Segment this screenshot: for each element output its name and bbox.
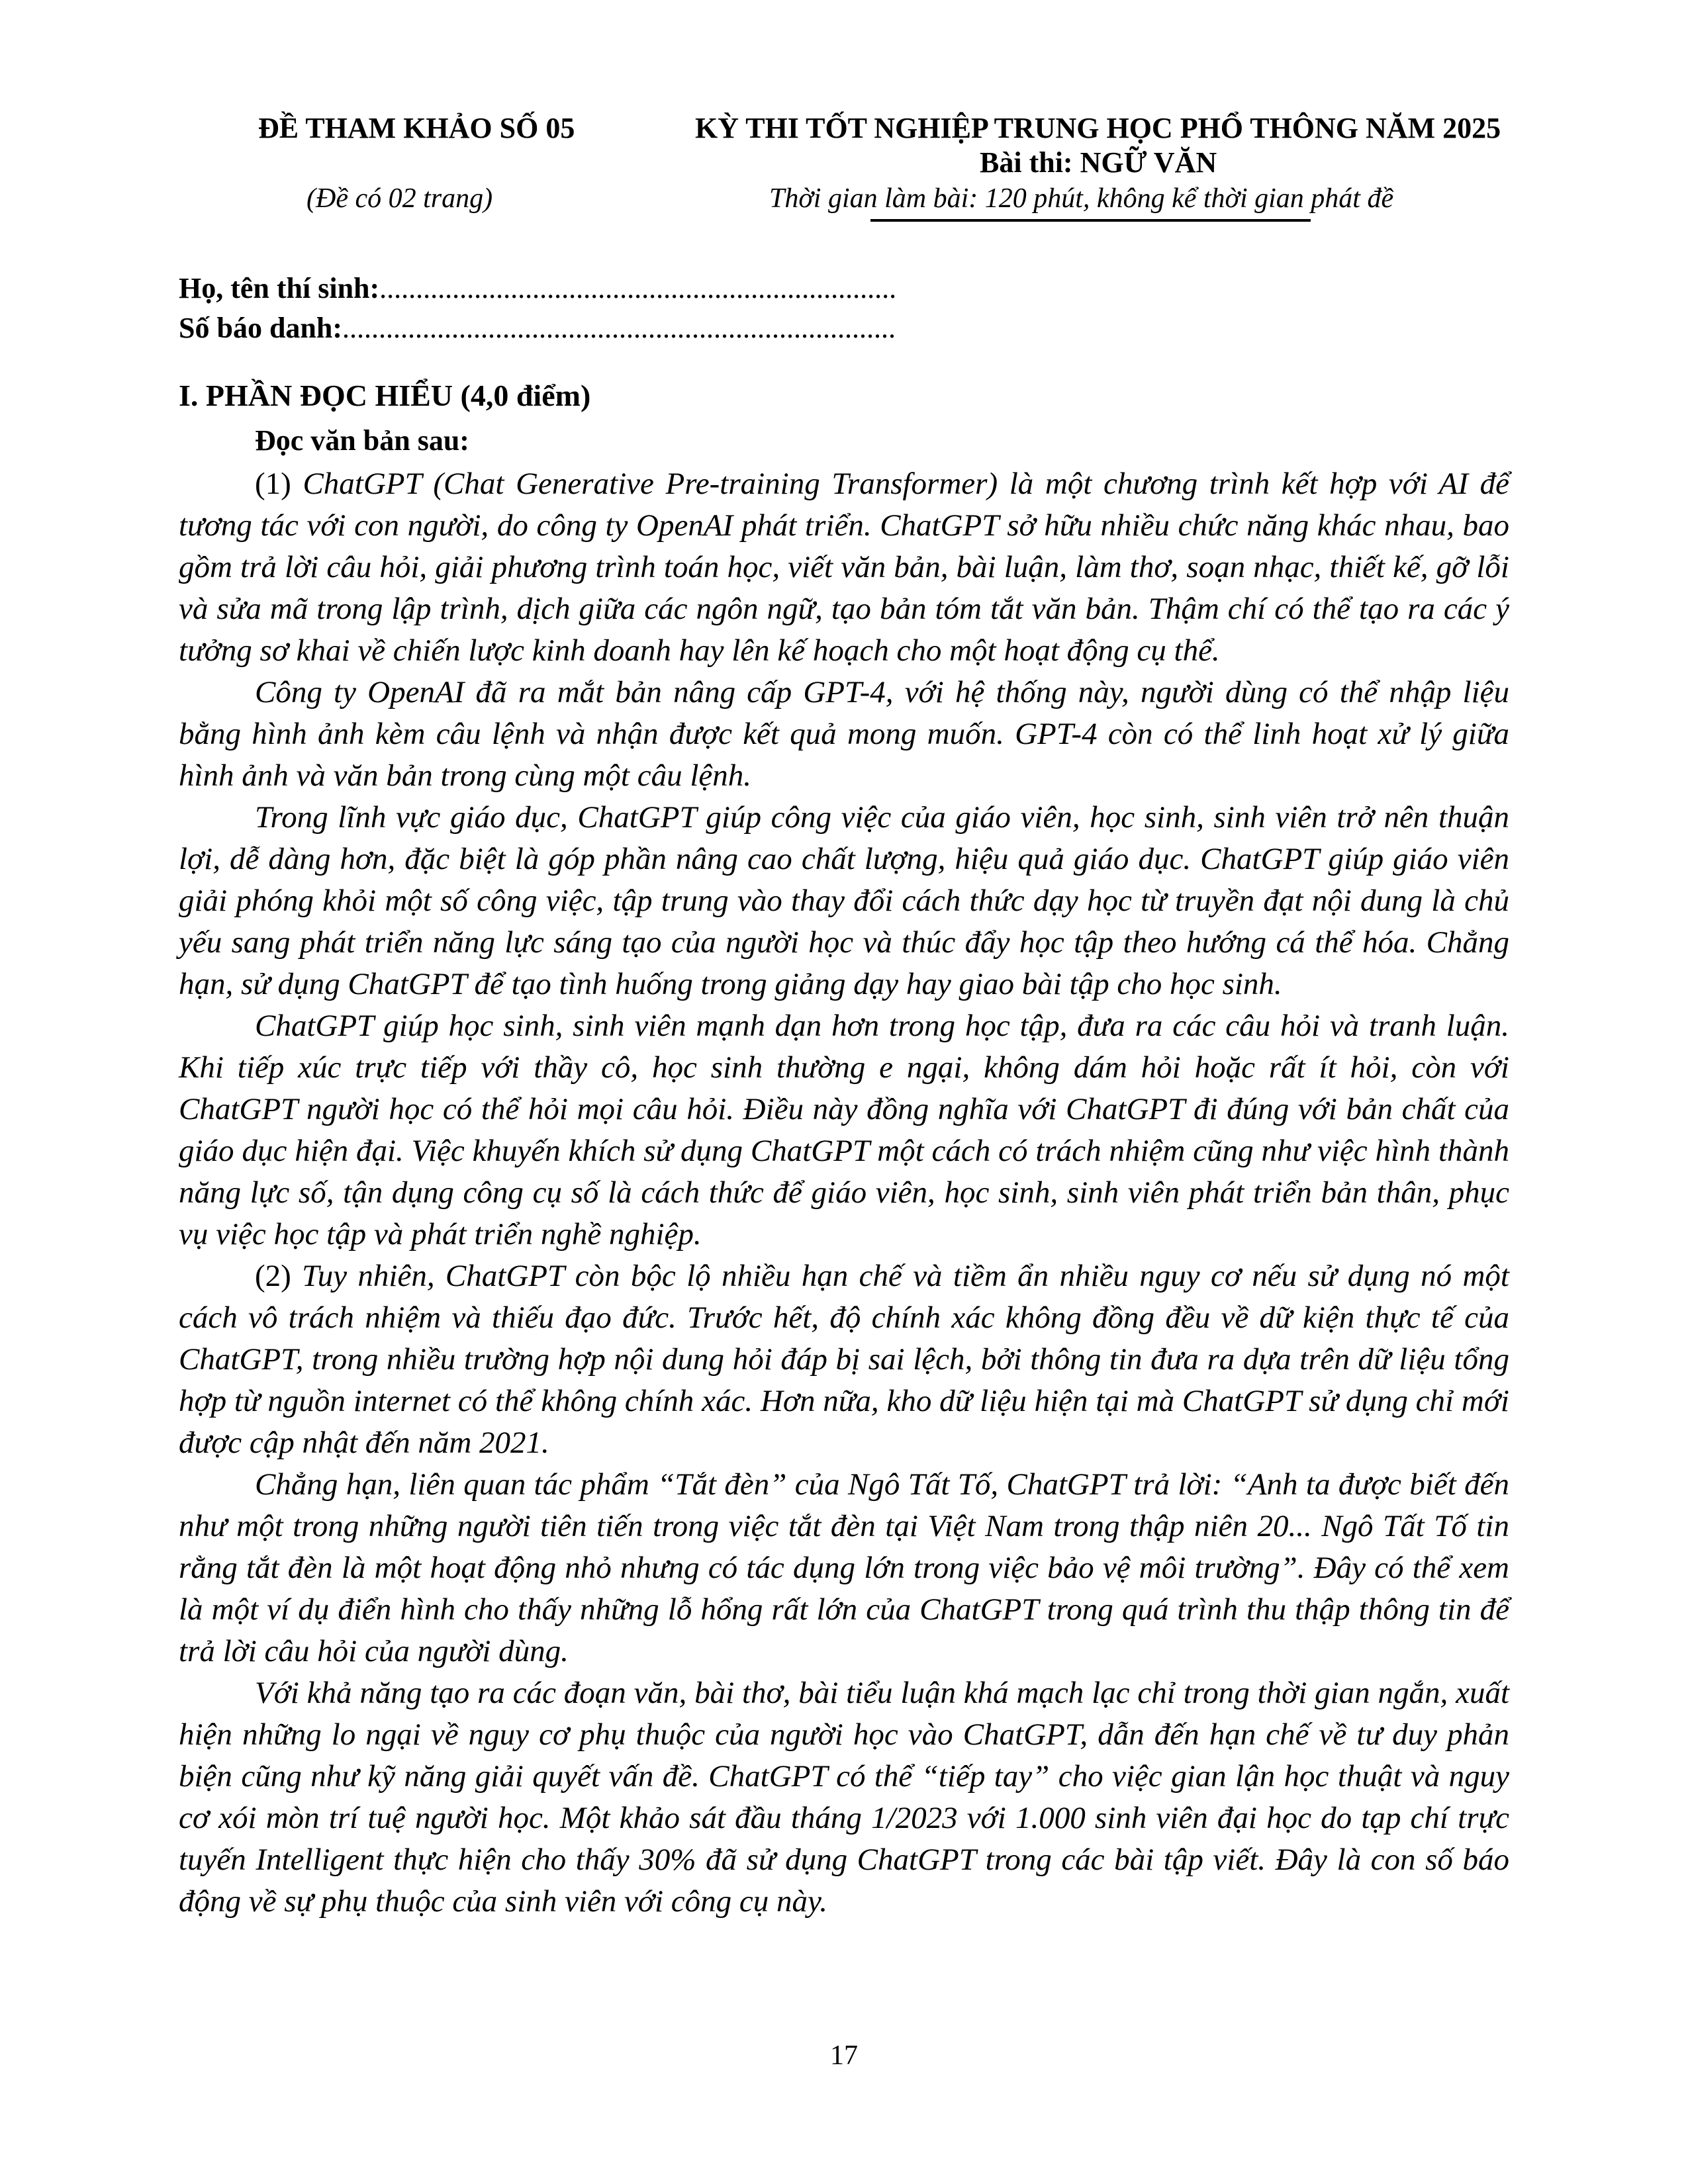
passage-paragraph: Chẳng hạn, liên quan tác phẩm “Tắt đèn” của Ngô Tất Tố, ChatGPT trả lời: “Anh ta được biết đến như một trong những người tiên tiến trong việc tắt đèn tại Việt Nam trong thập niên 20... Ngô Tất Tố tin rằng tắt đèn là một hoạt động nhỏ nhưng có tác dụng lớn trong việc bảo vệ môi trường”. Đây có thể xem là một ví dụ điển hình cho thấy những lỗ hổng rất lớn của ChatGPT trong quá trình thu thập thông tin để trả lời câu hỏi của người dùng. — [179, 1467, 1509, 1668]
reading-instruction: Đọc văn bản sau: — [255, 424, 469, 457]
passage-paragraph: ChatGPT giúp học sinh, sinh viên mạnh dạn hơn trong học tập, đưa ra các câu hỏi và tranh luận. Khi tiếp xúc trực tiếp với thầy cô, học sinh thường e ngại, không dám hỏi hoặc rất ít hỏi, còn với ChatGPT người học có thể hỏi mọi câu hỏi. Điều này đồng nghĩa với ChatGPT đi đúng với bản chất của giáo dục hiện đại. Việc khuyến khích sử dụng ChatGPT một cách có trách nhiệm cũng như việc hình thành năng lực số, tận dụng công cụ số là cách thức để giáo viên, học sinh, sinh viên phát triển bản thân, phục vụ việc học tập và phát triển nghề nghiệp. — [179, 1009, 1509, 1251]
passage-paragraph: (1) ChatGPT (Chat Generative Pre-training Transformer) là một chương trình kết hợp với AI để tương tác với con người, do công ty OpenAI phát triển. ChatGPT sở hữu nhiều chức năng khác nhau, bao gồm trả lời câu hỏi, giải phương trình toán học, viết văn bản, bài luận, làm thơ, soạn nhạc, thiết kế, gỡ lỗi và sửa mã trong lập trình, dịch giữa các ngôn ngữ, tạo bản tóm tắt văn bản. Thậm chí có thể tạo ra các ý tưởng sơ khai về chiến lược kinh doanh hay lên kế hoạch cho một hoạt động cụ thể. — [179, 467, 1509, 668]
candidate-id-field — [179, 310, 896, 347]
passage-paragraph: (2) Tuy nhiên, ChatGPT còn bộc lộ nhiều hạn chế và tiềm ẩn nhiều nguy cơ nếu sử dụng nó một cách vô trách nhiệm và thiếu đạo đức. Trước hết, độ chính xác không đồng đều về dữ kiện thực tế của ChatGPT, trong nhiều trường hợp nội dung hỏi đáp bị sai lệch, bởi thông tin đưa ra dựa trên dữ liệu tổng hợp từ nguồn internet có thể không chính xác. Hơn nữa, kho dữ liệu hiện tại mà ChatGPT sử dụng chỉ mới được cập nhật đến năm 2021. — [179, 1259, 1509, 1460]
passage-paragraph: Với khả năng tạo ra các đoạn văn, bài thơ, bài tiểu luận khá mạch lạc chỉ trong thời gian ngắn, xuất hiện những lo ngại về nguy cơ phụ thuộc của người học vào ChatGPT, dẫn đến hạn chế về tư duy phản biện cũng như kỹ năng giải quyết vấn đề. ChatGPT có thể “tiếp tay” cho việc gian lận học thuật và nguy cơ xói mòn trí tuệ người học. Một khảo sát đầu tháng 1/2023 với 1.000 sinh viên đại học do tạp chí trực tuyến Intelligent thực hiện cho thấy 30% đã sử dụng ChatGPT trong các bài tập viết. Đây là con số báo động về sự phụ thuộc của sinh viên với công cụ này. — [179, 1676, 1509, 1919]
candidate-name-dots: ....................................................................... — [379, 272, 897, 304]
candidate-name-field — [179, 270, 896, 307]
exam-code-title: ĐỀ THAM KHẢO SỐ 05 — [258, 112, 575, 144]
time-note: Thời gian làm bài: 120 phút, không kể thời gian phát đề — [769, 183, 1394, 214]
subject-title: Bài thi: NGỮ VĂN — [980, 146, 1217, 179]
header-underline — [870, 219, 1311, 222]
passage-paragraph: Trong lĩnh vực giáo dục, ChatGPT giúp công việc của giáo viên, học sinh, sinh viên trở nên thuận lợi, dễ dàng hơn, đặc biệt là góp phần nâng cao chất lượng, hiệu quả giáo dục. ChatGPT giúp giáo viên giải phóng khỏi một số công việc, tập trung vào thay đổi cách thức dạy học từ truyền đạt nội dung là chủ yếu sang phát triển năng lực sáng tạo của người học và thúc đẩy học tập theo hướng cá thể hóa. Chẳng hạn, sử dụng ChatGPT để tạo tình huống trong giảng dạy hay giao bài tập cho học sinh. — [179, 800, 1509, 1001]
page-number: 17 — [830, 2040, 858, 2071]
passage-paragraph: Công ty OpenAI đã ra mắt bản nâng cấp GPT-4, với hệ thống này, người dùng có thể nhập liệu bằng hình ảnh kèm câu lệnh và nhận được kết quả mong muốn. GPT-4 còn có thể linh hoạt xử lý giữa hình ảnh và văn bản trong cùng một câu lệnh. — [179, 675, 1509, 793]
exam-title: KỲ THI TỐT NGHIỆP TRUNG HỌC PHỔ THÔNG NĂM 2025 — [695, 112, 1501, 144]
candidate-id-label: Số báo danh: — [179, 312, 343, 344]
candidate-name-label: Họ, tên thí sinh: — [179, 272, 380, 304]
candidate-id-dots: ............................................................................ — [342, 312, 896, 344]
section-title: I. PHẦN ĐỌC HIỂU (4,0 điểm) — [179, 379, 591, 412]
page-count-note: (Đề có 02 trang) — [306, 183, 493, 214]
reading-passage — [179, 463, 1509, 1923]
